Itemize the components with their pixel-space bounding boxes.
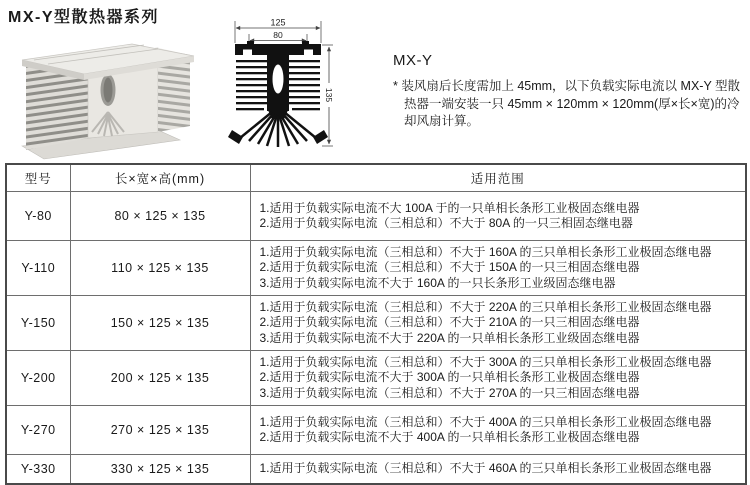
model-cell: Y-200 bbox=[6, 351, 70, 406]
scope-line: 3.适用于负载实际电流（三相总和）不大于 270A 的一只三相固态继电器 bbox=[259, 385, 640, 400]
note-text bbox=[393, 78, 747, 131]
scope-line: 1.适用于负载实际电流（三相总和）不大于 400A 的三只单相长条形工业极固态继电器 bbox=[259, 414, 712, 429]
spec-table-body bbox=[6, 192, 746, 485]
scope-line: 1.适用于负载实际电流（三相总和）不大于 160A 的三只单相长条形工业极固态继电器 bbox=[259, 244, 712, 259]
scope-line: 1.适用于负载实际电流（三相总和）不大于 220A 的三只单相长条形工业极固态继电器 bbox=[259, 299, 712, 314]
diagram-dim-height-label: 135 bbox=[324, 87, 334, 103]
scope-cell bbox=[250, 455, 746, 485]
scope-line: 2.适用于负载实际电流（三相总和）不大于 80A 的一只三相固态继电器 bbox=[259, 216, 633, 230]
table-row bbox=[6, 455, 746, 485]
scope-line: 1.适用于负载实际电流（三相总和）不大于 300A 的三只单相长条形工业极固态继电器 bbox=[259, 354, 712, 369]
size-cell: 110 × 125 × 135 bbox=[70, 241, 250, 296]
size-cell: 200 × 125 × 135 bbox=[70, 351, 250, 406]
table-header-row bbox=[6, 164, 746, 192]
scope-line: 2.适用于负载实际电流（三相总和）不大于 210A 的一只三相固态继电器 bbox=[259, 315, 640, 330]
scope-cell bbox=[250, 192, 746, 241]
diagram-dim-inner-width-label: 80 bbox=[273, 30, 283, 40]
size-cell: 150 × 125 × 135 bbox=[70, 296, 250, 351]
scope-line: 2.适用于负载实际电流不大于 400A 的一只单相长条形工业极固态继电器 bbox=[259, 430, 640, 444]
size-cell: 80 × 125 × 135 bbox=[70, 192, 250, 241]
scope-cell bbox=[250, 296, 746, 351]
heatsink-photo-image bbox=[8, 28, 208, 160]
scope-cell bbox=[250, 351, 746, 406]
scope-line: 3.适用于负载实际电流不大于 220A 的一只单相长条形工业级固态继电器 bbox=[259, 330, 640, 345]
scope-line: 3.适用于负载实际电流不大于 160A 的一只长条形工业级固态继电器 bbox=[259, 275, 616, 290]
table-row bbox=[6, 296, 746, 351]
model-cell: Y-80 bbox=[6, 192, 70, 241]
table-row bbox=[6, 351, 746, 406]
heatsink-cross-section-diagram bbox=[222, 16, 342, 156]
model-cell: Y-150 bbox=[6, 296, 70, 351]
page-title: MX-Y型散热器系列 bbox=[8, 9, 160, 26]
diagram-dim-width-label: 125 bbox=[270, 17, 286, 28]
model-cell: Y-110 bbox=[6, 241, 70, 296]
header-size: 长×宽×高(mm) bbox=[70, 164, 250, 192]
table-row bbox=[6, 406, 746, 455]
spec-table bbox=[5, 163, 747, 485]
table-row bbox=[6, 192, 746, 241]
size-cell: 330 × 125 × 135 bbox=[70, 455, 250, 485]
scope-line: 2.适用于负载实际电流（三相总和）不大于 150A 的一只三相固态继电器 bbox=[259, 260, 640, 275]
heatsink-cross-section-image bbox=[222, 16, 342, 156]
note-body: 装风扇后长度需加上 45mm，以下负载实际电流以 MX-Y 型散热器一端安装一只 45mm × 120mm × 120mm(厚×长×宽)的冷却风扇计算。 bbox=[401, 79, 741, 128]
scope-line: 1.适用于负载实际电流不大 100A 于的一只单相长条形工业极固态继电器 bbox=[259, 200, 640, 215]
heatsink-photo bbox=[8, 28, 208, 160]
model-cell: Y-330 bbox=[6, 455, 70, 485]
scope-cell bbox=[250, 406, 746, 455]
model-heading: MX-Y bbox=[393, 52, 433, 69]
scope-cell bbox=[250, 241, 746, 296]
model-cell: Y-270 bbox=[6, 406, 70, 455]
scope-line: 2.适用于负载实际电流不大于 300A 的一只单相长条形工业极固态继电器 bbox=[259, 370, 640, 385]
table-row bbox=[6, 241, 746, 296]
header-scope: 适用范围 bbox=[250, 164, 746, 192]
header-model: 型号 bbox=[6, 164, 70, 192]
note-block bbox=[393, 52, 747, 131]
size-cell: 270 × 125 × 135 bbox=[70, 406, 250, 455]
scope-line: 1.适用于负载实际电流（三相总和）不大于 460A 的三只单相长条形工业极固态继电器 bbox=[259, 461, 712, 476]
note-bullet: * bbox=[393, 79, 398, 93]
